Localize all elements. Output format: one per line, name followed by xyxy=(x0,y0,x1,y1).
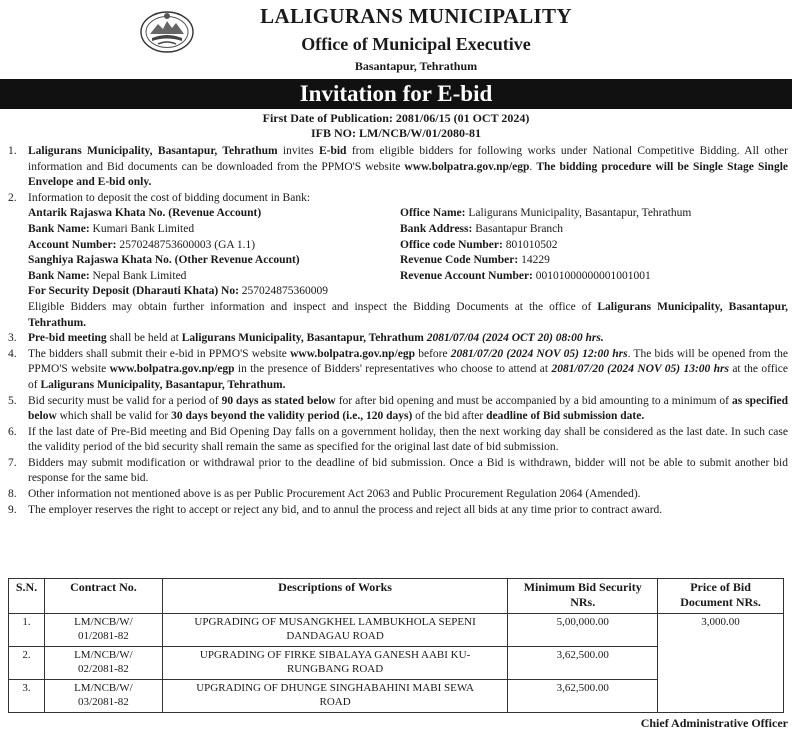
cell-bid-security: 3,62,500.00 xyxy=(508,647,658,680)
text-bold: Laligurans Municipality, Basantapur, Tehrathum. xyxy=(40,378,286,391)
website-link[interactable]: www.bolpatra.gov.np/egp xyxy=(290,347,416,360)
clause-2 xyxy=(8,191,788,207)
text: shall be held at xyxy=(106,332,182,345)
text: from eligible bidders for following works under National Competitive Bidding. All other information and Bid documents can be downloaded from the PPMO'S website xyxy=(28,145,788,173)
text: . xyxy=(529,160,537,173)
text: before xyxy=(415,347,451,360)
cell-description xyxy=(162,647,507,680)
cell-line: 02/2081-82 xyxy=(78,663,129,675)
cell-line: DANDAGAU ROAD xyxy=(286,630,384,642)
revenue-code-row xyxy=(400,253,788,269)
clause-7 xyxy=(8,456,788,487)
value: Nepal Bank Limited xyxy=(89,269,187,282)
text-bold: Antarik Rajaswa Khata No. (Revenue Account) xyxy=(28,207,262,220)
text: invites xyxy=(277,145,319,157)
text-bold: Pre-bid meeting xyxy=(28,332,107,345)
label: Revenue Account Number: xyxy=(400,269,533,282)
text-bold: Laligurans Municipality, Basantapur, Tehrathum xyxy=(28,145,278,157)
clause-text xyxy=(28,144,788,191)
clause-number: 3. xyxy=(8,332,17,345)
clause-text xyxy=(28,347,788,394)
clause-4 xyxy=(8,347,788,394)
bank-details xyxy=(28,206,788,284)
municipality-name: LALIGURANS MUNICIPALITY xyxy=(260,4,572,28)
cell-line: 03/2081-82 xyxy=(78,696,129,708)
header-document-price xyxy=(658,579,784,614)
security-deposit xyxy=(28,284,328,300)
text-bold: Laligurans Municipality, Basantapur, Tehrathum. xyxy=(28,300,788,329)
clause-text xyxy=(28,331,788,347)
clause-number: 2. xyxy=(8,191,17,204)
text-italic: 2081/07/04 (2024 OCT 20) 08:00 hrs. xyxy=(423,332,604,345)
clause-number: 5. xyxy=(8,394,17,407)
clause-number: 6. xyxy=(8,425,17,438)
security-deposit-row xyxy=(28,284,788,300)
value: Kumari Bank Limited xyxy=(89,222,195,235)
clause-text: Bidders may submit modification or withdrawal prior to the deadline of bid submission. Once a Bid is withdrawn, bidder will not be able to submit another bid response for the same bid. xyxy=(28,456,788,485)
header-line: Document NRs. xyxy=(680,595,761,609)
clause-number: 7. xyxy=(8,456,17,469)
cell-line: LM/NCB/W/ xyxy=(74,616,133,628)
text-italic: 2081/07/20 (2024 NOV 05) 13:00 hrs xyxy=(551,363,729,376)
clause-text xyxy=(28,300,788,331)
text: Bid security must be valid for a period of xyxy=(28,394,222,407)
website-link[interactable]: www.bolpatra.gov.np/egp xyxy=(404,160,530,173)
value: Laligurans Municipality, Basantapur, Tehrathum xyxy=(465,207,692,220)
revenue-account-heading xyxy=(28,206,400,222)
text: for after bid opening and must be accompanied by a bid amounting to a minimum of xyxy=(335,394,732,407)
cell-bid-security: 5,00,000.00 xyxy=(508,614,658,647)
cell-description xyxy=(162,614,507,647)
table-row xyxy=(9,614,784,647)
cell-sn: 3. xyxy=(9,680,45,713)
notice-body xyxy=(8,144,788,518)
works-table xyxy=(8,578,784,713)
label: Office Name: xyxy=(400,207,466,220)
cell-contract-no xyxy=(44,647,162,680)
account-number-row xyxy=(28,238,400,254)
publication-date: First Date of Publication: 2081/06/15 (01 OCT 2024) xyxy=(262,111,530,125)
text-bold: as specified below xyxy=(28,394,789,423)
cell-contract-no xyxy=(44,614,162,647)
cell-line: LM/NCB/W/ xyxy=(74,649,133,661)
cell-line: 01/2081-82 xyxy=(78,630,129,642)
value: 2570248753600003 (GA 1.1) xyxy=(116,238,256,251)
clause-number: 9. xyxy=(8,503,17,516)
clause-5 xyxy=(8,394,788,425)
clause-8 xyxy=(8,487,788,503)
text-bold: 90 days as stated below xyxy=(221,394,336,407)
text: . The bids will be opened from the PPMO'S website xyxy=(28,347,788,376)
value: Basantapur Branch xyxy=(472,222,564,235)
clause-9 xyxy=(8,503,788,519)
cell-line: UPGRADING OF DHUNGE SINGHABAHINI MABI SEWA xyxy=(196,682,474,694)
cell-sn: 2. xyxy=(9,647,45,680)
eligible-bidders-note xyxy=(28,300,788,331)
cell-line: ROAD xyxy=(319,696,351,708)
text-bold: Laligurans Municipality, Basantapur, Tehrathum xyxy=(181,332,424,345)
notice-banner: Invitation for E-bid xyxy=(0,79,792,109)
clause-text: The employer reserves the right to accept or reject any bid, and to annul the process and reject all bids at any time prior to contract award. xyxy=(28,503,663,516)
clause-number: 8. xyxy=(8,488,17,501)
cell-line: UPGRADING OF FIRKE SIBALAYA GANESH AABI KU- xyxy=(199,649,471,661)
cell-document-price: 3,000.00 xyxy=(658,614,784,713)
clause-number: 1. xyxy=(8,145,17,157)
text: Eligible Bidders may obtain further information and inspect and inspect the Bidding Documents at the office of xyxy=(28,300,598,313)
revenue-account-row xyxy=(400,269,788,285)
header-bid-security xyxy=(508,579,658,614)
clause-text xyxy=(28,394,788,425)
text-bold: Sanghiya Rajaswa Khata No. (Other Revenue Account) xyxy=(28,254,300,267)
clause-1 xyxy=(8,144,788,191)
text: of the bid after xyxy=(412,410,487,423)
clause-number: 4. xyxy=(8,347,17,360)
clause-text: If the last date of Pre-Bid meeting and Bid Opening Day falls on a government holiday, then the next working day shall be considered as the last date. In such case the validity period of the bid security shall remain the same as specified for the original last date of bid submission. xyxy=(28,425,788,454)
label: Bank Name: xyxy=(28,222,90,235)
bank-address-row xyxy=(400,222,788,238)
text: The bidders shall submit their e-bid in PPMO'S website xyxy=(28,347,291,360)
value: 257024875360009 xyxy=(238,285,329,298)
ifb-number: IFB NO: LM/NCB/W/01/2080-81 xyxy=(311,126,481,140)
office-code-row xyxy=(400,238,788,254)
header-description: Descriptions of Works xyxy=(162,579,507,614)
clause-text: Information to deposit the cost of bidding document in Bank: xyxy=(28,191,311,204)
clause-text: Other information not mentioned above is as per Public Procurement Act 2063 and Public Procurement Regulation 2064 (Amended). xyxy=(28,488,641,501)
website-link[interactable]: www.bolpatra.gov.np/egp xyxy=(109,363,235,376)
label: Office code Number: xyxy=(400,238,503,251)
clause-3 xyxy=(8,331,788,347)
cell-description xyxy=(162,680,507,713)
office-name-row xyxy=(400,206,788,222)
label: Bank Name: xyxy=(28,269,90,282)
label: Revenue Code Number: xyxy=(400,254,519,267)
header-line: NRs. xyxy=(570,595,596,609)
text: in the presence of Bidders' representatives who choose to attend at xyxy=(234,363,552,376)
cell-line: RUNGBANG ROAD xyxy=(286,663,384,675)
text-bold: deadline of Bid submission date. xyxy=(486,410,645,423)
text: which shall be valid for xyxy=(56,410,172,423)
header-line: Price of Bid xyxy=(690,580,751,594)
header-sn: S.N. xyxy=(9,579,45,614)
signatory-title: Chief Administrative Officer xyxy=(640,716,788,730)
value: 00101000000001001001 xyxy=(532,269,651,282)
text-bold: E-bid xyxy=(318,145,347,157)
cell-contract-no xyxy=(44,680,162,713)
office-name: Office of Municipal Executive xyxy=(301,34,531,54)
clause-6 xyxy=(8,425,788,456)
value: 801010502 xyxy=(502,238,558,251)
text: at the office of xyxy=(28,363,788,391)
header-line: Minimum Bid Security xyxy=(523,580,642,594)
header-contract-no: Contract No. xyxy=(44,579,162,614)
bank-name-row xyxy=(28,269,400,285)
table-header-row xyxy=(9,579,784,614)
bank-details-left xyxy=(28,206,400,284)
cell-bid-security: 3,62,500.00 xyxy=(508,680,658,713)
label: For Security Deposit (Dharauti Khata) No: xyxy=(28,285,239,298)
cell-line: UPGRADING OF MUSANGKHEL LAMBUKHOLA SEPENI xyxy=(194,616,476,628)
text-bold: 30 days beyond the validity period (i.e., 120 days) xyxy=(171,410,413,423)
cell-sn: 1. xyxy=(9,614,45,647)
label: Bank Address: xyxy=(400,222,473,235)
text-bold: The bidding procedure will be Single Stage Single Envelope and E-bid only. xyxy=(28,160,789,189)
bank-details-right xyxy=(400,206,788,284)
cell-line: LM/NCB/W/ xyxy=(74,682,133,694)
text-italic: 2081/07/20 (2024 NOV 05) 12:00 hrs xyxy=(450,347,628,360)
other-revenue-heading xyxy=(28,253,400,269)
office-location: Basantapur, Tehrathum xyxy=(354,59,478,73)
value: 14229 xyxy=(518,254,550,267)
bank-name-row xyxy=(28,222,400,238)
label: Account Number: xyxy=(28,238,117,251)
